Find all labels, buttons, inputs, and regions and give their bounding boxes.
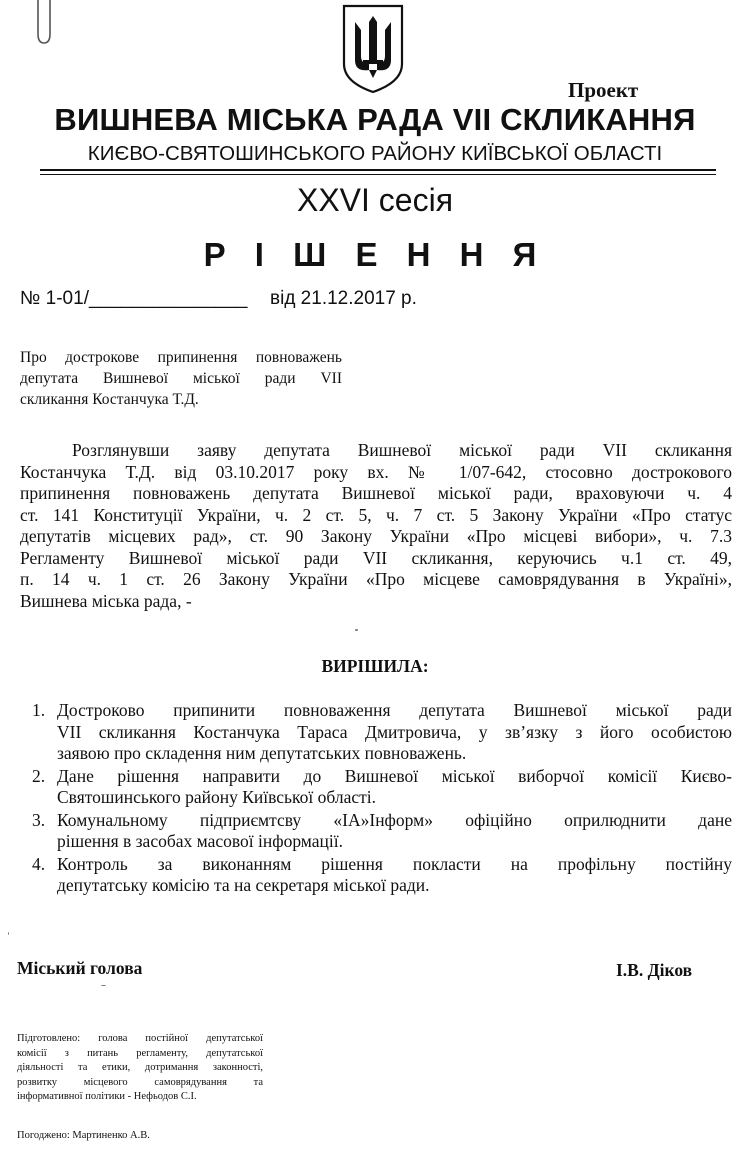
preamble-line: припинення повноважень депутата Вишневої міської ради, враховуючи ч. 4 — [20, 483, 732, 503]
item-line: рішення в засобах масової інформації. — [57, 831, 343, 851]
item-line: Комунальному підприємтсву «ІА»Інформ» офіційно оприлюднити дане — [57, 809, 732, 830]
scan-speck — [8, 932, 9, 935]
preamble-line: Розглянувши заяву депутата Вишневої міської ради VII скликання — [72, 440, 732, 460]
decision-subject — [20, 347, 342, 410]
item-line: Контроль за виконанням рішення покласти на профільну постійну — [57, 853, 732, 874]
preamble-line: депутатів місцевих рад», ст. 90 Закону України «Про місцеві вибори», ч. 7.3 — [20, 526, 732, 546]
coat-of-arms-icon — [340, 4, 406, 94]
session-title: XXVI сесія — [296, 182, 454, 218]
scan-speck — [355, 629, 358, 631]
subject-line: скликання Костанчука Т.Д. — [20, 391, 199, 408]
preamble-paragraph — [20, 440, 732, 612]
item-number: 1. — [32, 700, 46, 720]
preamble-line: ст. 141 Конституції України, ч. 2 ст. 5, ч. 7 ст. 5 Закону України «Про статус — [20, 504, 732, 525]
item-number: 2. — [32, 765, 46, 786]
prepared-line: інформативної політики - Нефьодов С.І. — [17, 1091, 197, 1102]
signature-name: І.В. Діков — [616, 960, 693, 980]
paper-clip-icon — [30, 0, 56, 48]
prepared-line: діяльності та етики, дотримання законності, — [17, 1062, 263, 1073]
decision-title: Р І Ш Е Н Н Я — [203, 236, 547, 273]
resolution-item — [22, 810, 732, 853]
header-divider-thick — [40, 169, 716, 171]
project-label: Проект — [568, 78, 639, 102]
item-line: VII скликання Костанчука Тараса Дмитровича, у зв’язку з його особистою — [57, 721, 732, 742]
subject-line: депутата Вишневої міської ради VII — [20, 370, 342, 387]
preamble-line: Костанчука Т.Д. від 03.10.2017 року вх. № 1/07-642, стосовно дострокового — [20, 461, 732, 482]
preamble-line: Регламенту Вишневої міської ради VII скликання, керуючись ч.1 ст. 49, — [20, 547, 732, 568]
approved-by-note: Погоджено: Мартиненко А.В. — [17, 1130, 150, 1141]
preamble-line: Вишнева міська рада, - — [20, 590, 192, 611]
district-title: КИЄВО-СВЯТОШИНСЬКОГО РАЙОНУ КИЇВСЬКОЇ ОБЛАСТІ — [87, 142, 663, 165]
resolution-item — [22, 766, 732, 809]
council-title: ВИШНЕВА МІСЬКА РАДА VII СКЛИКАННЯ — [54, 102, 696, 137]
header-divider-thin — [40, 174, 716, 175]
decision-date: від 21.12.2017 р. — [270, 288, 417, 309]
prepared-line: Підготовлено: голова постійної депутатської — [17, 1033, 263, 1044]
item-number: 3. — [32, 809, 46, 830]
item-line: Дане рішення направити до Вишневої міської виборчої комісії Києво- — [57, 765, 732, 786]
resolution-item — [22, 700, 732, 765]
item-line: заявою про складення ним депутатських повноважень. — [57, 743, 467, 763]
resolution-item — [22, 854, 732, 897]
signature-title: Міський голова — [17, 958, 143, 978]
decision-number: № 1-01/_______________ — [20, 288, 248, 309]
resolution-list — [22, 700, 732, 898]
item-line: депутатську комісію та на секретаря міської ради. — [57, 875, 430, 895]
subject-line: Про дострокове припинення повноважень — [20, 349, 342, 366]
resolved-heading: ВИРІШИЛА: — [321, 656, 429, 676]
item-number: 4. — [32, 853, 46, 874]
item-line: Достроково припинити повноваження депутата Вишневої міської ради — [57, 700, 732, 720]
prepared-line: розвитку місцевого самоврядування та — [17, 1076, 263, 1088]
prepared-line: комісії з питань регламенту, депутатської — [17, 1047, 263, 1059]
item-line: Святошинського району Київської області. — [57, 787, 377, 807]
scan-speck — [101, 985, 106, 986]
prepared-by-note — [17, 1032, 263, 1105]
preamble-line: п. 14 ч. 1 ст. 26 Закону України «Про місцеве самоврядування в Україні», — [20, 569, 732, 589]
